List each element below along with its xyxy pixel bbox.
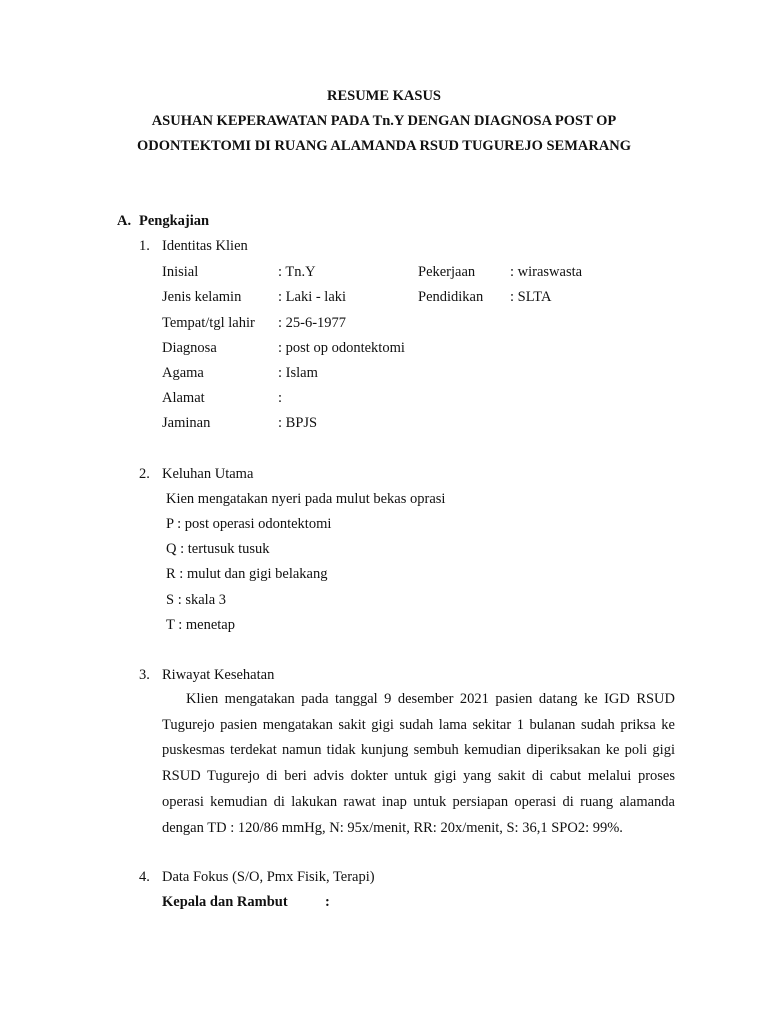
identity-label-pekerjaan: Pekerjaan [418,264,476,280]
identity-value-tempat-tgl-lahir: : 25-6-1977 [278,315,347,331]
keluhan-line: R : mulut dan gigi belakang [166,566,328,582]
identity-label-alamat: Alamat [162,390,205,406]
item-1-title: Identitas Klien [162,238,248,254]
riwayat-paragraph: Klien mengatakan pada tanggal 9 desember 2021 pasien datang ke IGD RSUD Tugurejo pasien mengatakan sakit gigi sudah lama sekitar 1 bulanan sudah priksa ke puskesmas terdekat namun tidak kunjung sembuh kemudian diperiksakan ke poli gigi RSUD Tugurejo di beri advis dokter untuk gigi yang sakit di cabut melalui proses operasi kemudian di lakukan rawat inap untuk persiapan operasi di ruang alamanda dengan TD : 120/86 mmHg, N: 95x/menit, RR: 20x/menit, S: 36,1 SPO2: 99%. [162,691,675,836]
keluhan-line: P : post operasi odontektomi [166,516,332,532]
identity-label-jenis-kelamin: Jenis kelamin [162,289,242,305]
item-3-number: 3. [139,667,150,683]
keluhan-line: Kien mengatakan nyeri pada mulut bekas oprasi [166,491,446,507]
identity-label-inisial: Inisial [162,264,199,280]
keluhan-line: S : skala 3 [166,592,227,608]
identity-label-agama: Agama [162,365,204,381]
item-4-title: Data Fokus (S/O, Pmx Fisik, Terapi) [162,869,375,885]
item-3-title: Riwayat Kesehatan [162,667,275,683]
identity-value-agama: : Islam [278,365,318,381]
item-2-number: 2. [139,466,150,482]
item-4-number: 4. [139,869,150,885]
section-a-marker: A. [117,213,132,229]
item-1-number: 1. [139,238,150,254]
identity-label-tempat-tgl-lahir: Tempat/tgl lahir [162,315,255,331]
keluhan-line: Q : tertusuk tusuk [166,541,270,557]
identity-value-alamat: : [278,390,283,406]
document-subtitle-line-1: ASUHAN KEPERAWATAN PADA Tn.Y DENGAN DIAGNOSA POST OP [151,113,617,129]
identity-value-jaminan: : BPJS [278,415,318,431]
item-2-title: Keluhan Utama [162,466,254,482]
document-title: RESUME KASUS [326,88,441,104]
identity-label-jaminan: Jaminan [162,415,211,431]
identity-value-jenis-kelamin: : Laki - laki [278,289,347,305]
identity-value-inisial: : Tn.Y [278,264,316,280]
identity-label-pendidikan: Pendidikan [418,289,484,305]
keluhan-line: T : menetap [166,617,235,633]
document-subtitle-line-2: ODONTEKTOMI DI RUANG ALAMANDA RSUD TUGUREJO SEMARANG [136,138,632,154]
kepala-rambut-heading: Kepala dan Rambut [162,894,288,910]
identity-value-diagnosa: : post op odontektomi [278,340,405,356]
identity-value-pendidikan: : SLTA [510,289,552,305]
identity-value-pekerjaan: : wiraswasta [510,264,583,280]
identity-label-diagnosa: Diagnosa [162,340,217,356]
kepala-rambut-colon: : [325,894,330,910]
section-a-title: Pengkajian [139,213,210,229]
